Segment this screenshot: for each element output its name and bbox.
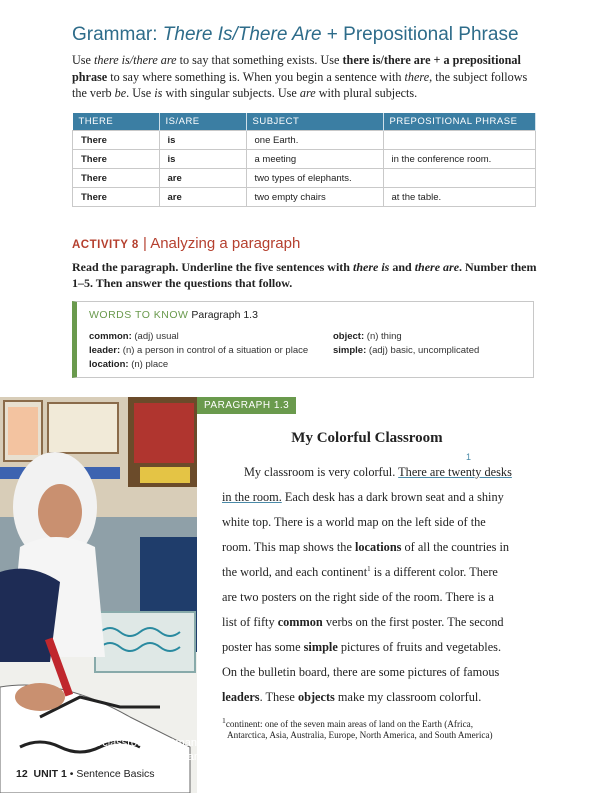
text-run: pictures of fruits and vegetables. On the bulletin board, there are some pictures of famous: [222, 640, 502, 679]
paragraph-title: My Colorful Classroom: [291, 430, 443, 446]
table-cell: [383, 169, 536, 188]
vocab-word: object:: [333, 331, 365, 342]
table-cell: [383, 131, 536, 150]
text-run: Read the paragraph. Underline the five sentences with: [72, 260, 353, 274]
bold-run: objects: [297, 690, 335, 704]
text-run: . These: [259, 690, 298, 704]
vocab-term: [89, 359, 168, 370]
vocab-term: [89, 331, 179, 342]
vocab-term: [89, 345, 308, 356]
table-header: PREPOSITIONAL PHRASE: [383, 113, 536, 131]
classroom-photo: [0, 397, 197, 793]
words-to-know-label: WORDS TO KNOW: [89, 309, 189, 321]
italic-run: are: [299, 86, 316, 100]
table-row: [73, 169, 536, 188]
vocab-term: [333, 331, 402, 342]
table-cell: two types of elephants.: [246, 169, 383, 188]
vocab-word: simple:: [333, 345, 367, 356]
bold-run: common: [277, 615, 323, 629]
text-run: make my classroom colorful.: [334, 690, 482, 704]
text-run: . Use: [126, 86, 155, 100]
text-run: with singular subjects. Use: [162, 86, 300, 100]
table-cell: There: [73, 131, 160, 150]
photo-caption: A classroom in Oman, Jordan: [92, 737, 200, 763]
vocab-definition: (n) a person in control of a situation or place: [120, 345, 309, 356]
footnote-mark: 1: [222, 716, 226, 725]
vocab-definition: (adj) usual: [131, 331, 179, 342]
paragraph-label: PARAGRAPH 1.3: [197, 397, 296, 414]
table-cell: There: [73, 188, 160, 207]
vocab-word: location:: [89, 359, 129, 370]
table-header: THERE: [73, 113, 160, 131]
grammar-title-prefix: Grammar:: [72, 24, 163, 45]
bold-run: locations: [354, 540, 402, 554]
table-cell: are: [159, 188, 246, 207]
table-row: [73, 131, 536, 150]
classroom-illustration: [0, 397, 197, 793]
bold-run: leaders: [222, 690, 260, 704]
italic-run: there: [404, 69, 430, 84]
italic-run: there are: [414, 260, 460, 274]
paragraph-text: [222, 460, 512, 710]
footnote-ref: 1: [367, 564, 371, 573]
table-cell: two empty chairs: [246, 188, 383, 207]
table-cell: is: [159, 131, 246, 150]
vocab-word: leader:: [89, 345, 121, 356]
vocab-definition: (n) thing: [364, 331, 402, 342]
vocab-word: common:: [89, 331, 132, 342]
table-cell: is: [159, 150, 246, 169]
page-footer: 12 UNIT 1 • Sentence Basics: [16, 768, 155, 780]
text-run: My classroom is very colorful.: [244, 465, 399, 479]
activity-instructions: [72, 259, 542, 291]
vocab-definition: (n) place: [128, 359, 169, 370]
underlined-sentence: There are twenty desks in the room.: [222, 465, 512, 504]
bold-run: there is/there are + a prepositional phrase: [72, 53, 521, 84]
text-run: with plural subjects.: [315, 86, 418, 100]
paragraph-body: [222, 460, 512, 710]
table-cell: There: [73, 150, 160, 169]
text-run: Use: [72, 53, 95, 67]
grammar-title: [72, 24, 519, 46]
table-header: IS/ARE: [159, 113, 246, 131]
vocab-term: [333, 345, 479, 356]
text-run: , the subject follows the verb: [72, 69, 528, 100]
italic-run: there is/there are: [94, 53, 177, 67]
text-run: verbs on the first poster. The second poster has some: [222, 615, 504, 654]
table-cell: in the conference room.: [383, 150, 536, 169]
grammar-table: [72, 113, 536, 207]
table-cell: are: [159, 169, 246, 188]
table-cell: at the table.: [383, 188, 536, 207]
handwritten-number-annotation: 1: [466, 452, 472, 462]
italic-run: is: [154, 86, 163, 100]
text-run: and: [389, 260, 415, 274]
vocab-definition: (adj) basic, uncomplicated: [366, 345, 480, 356]
words-to-know-ref: Paragraph 1.3: [188, 309, 258, 321]
text-run: to say that something exists. Use: [176, 53, 343, 67]
words-to-know-box: [72, 301, 534, 378]
italic-run: be: [114, 86, 127, 100]
grammar-title-suffix: + Prepositional Phrase: [321, 24, 519, 45]
activity-number: ACTIVITY 8: [72, 239, 139, 251]
table-cell: There: [73, 169, 160, 188]
grammar-intro: [72, 52, 542, 102]
section-label: Sentence Basics: [76, 768, 155, 780]
text-run: of all the countries in the world, and each continent: [222, 540, 510, 579]
footnote: [222, 715, 522, 741]
footnote-line-1: continent: one of the seven main areas of land on the Earth (Africa,: [225, 719, 474, 730]
text-run: Each desk has a dark brown seat and a shiny white top. There is a world map on the left side of the room. This map shows the: [222, 490, 504, 554]
text-run: is a different color. There are two posters on the right side of the room. There is a list of fifty: [222, 565, 498, 629]
italic-run: there is: [352, 260, 390, 274]
grammar-title-italic: There Is/There Are: [162, 24, 322, 45]
table-cell: one Earth.: [246, 131, 383, 150]
unit-label: UNIT 1: [33, 768, 67, 780]
table-header-row: [73, 113, 536, 131]
activity-separator: |: [138, 235, 151, 252]
table-header: SUBJECT: [246, 113, 383, 131]
footnote-line-2: Antarctica, Asia, Australia, Europe, North America, and South America): [227, 730, 493, 741]
bold-run: simple: [303, 640, 338, 654]
text-run: to say where something is. When you begin a sentence with: [107, 69, 405, 84]
page-number: 12: [16, 768, 28, 780]
activity-title: Analyzing a paragraph: [150, 235, 301, 252]
table-cell: a meeting: [246, 150, 383, 169]
activity-heading: [72, 235, 300, 252]
table-row: [73, 188, 536, 207]
table-row: [73, 150, 536, 169]
text-run: . Number them 1–5. Then answer the questions that follow.: [72, 260, 537, 290]
words-to-know-title: [89, 309, 258, 321]
